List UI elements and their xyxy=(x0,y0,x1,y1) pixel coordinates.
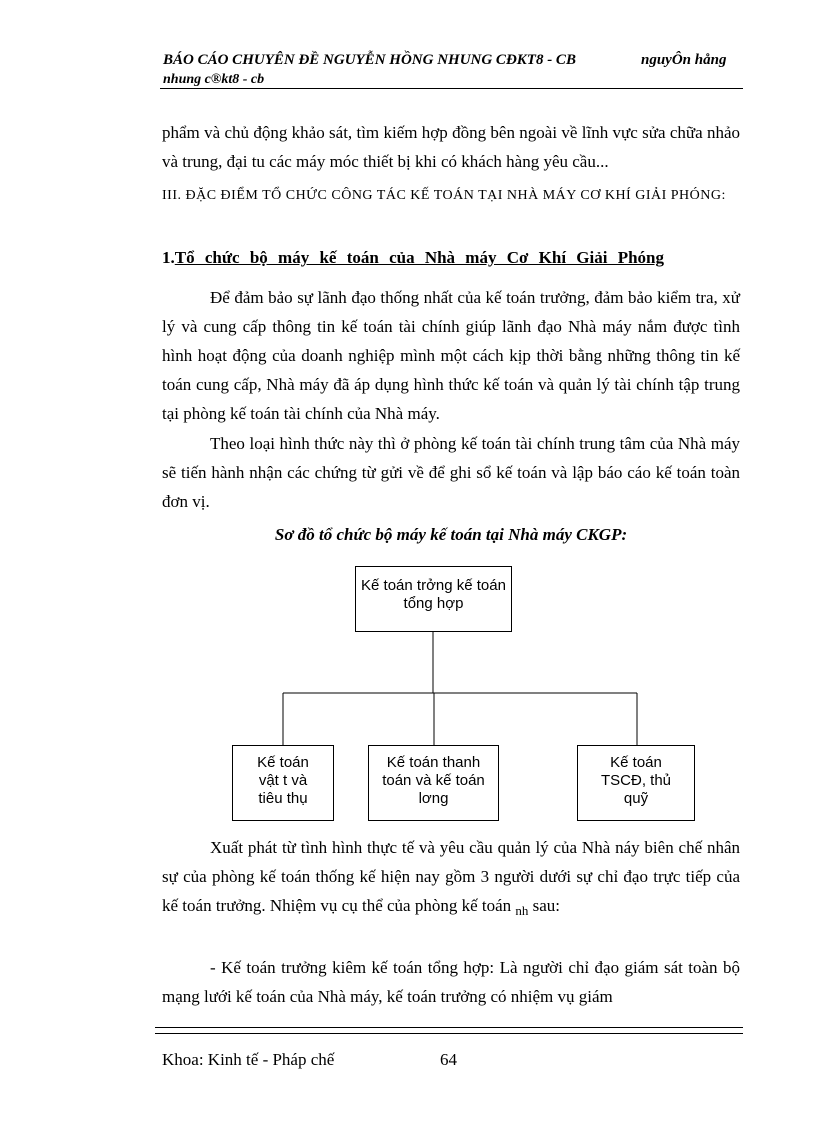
paragraph-3: Theo loại hình thức này thì ở phòng kế toán tài chính trung tâm của Nhà máy sẽ tiến hành nhận các chứng từ gửi về để ghi sổ kế toán và lập báo cáo kế toán toàn đơn vị. xyxy=(162,434,740,511)
paragraph-5: - Kế toán trưởng kiêm kế toán tổng hợp: Là người chỉ đạo giám sát toàn bộ mạng lưới kế toán của Nhà máy, kế toán trưởng có nhiệm vụ giám xyxy=(162,958,740,1006)
paragraph-1: phẩm và chủ động khảo sát, tìm kiếm hợp đồng bên ngoài về lĩnh vực sửa chữa nhảo và trung, đại tu các máy móc thiết bị khi có khách hàng yêu cầu... xyxy=(162,123,740,171)
footer-faculty: Khoa: Kinh tế - Pháp chế xyxy=(162,1050,335,1069)
org-chart-root xyxy=(355,566,512,632)
section-heading-3: III. ĐẶC ĐIỂM TỔ CHỨC CÔNG TÁC KẾ TOÁN TẠI NHÀ MÁY CƠ KHÍ GIẢI PHÓNG: xyxy=(162,188,726,203)
paragraph-4-end: sau: xyxy=(532,896,561,915)
header-title: BÁO CÁO CHUYÊN ĐỀ NGUYỄN HỒNG NHUNG CĐKT8 - CB xyxy=(163,52,576,68)
paragraph-4-text: Xuất phát từ tình hình thực tế và yêu cầu quản lý của Nhà náy biên chế nhân sự của phòng kế toán thống kế hiện nay gồm 3 người dưới sự chỉ đạo trực tiếp của kế toán trưởng. Nhiệm vụ cụ thể của phòng kế toán xyxy=(162,838,740,915)
footer-rule-bottom xyxy=(155,1033,743,1034)
header-author: nguyÔn hång xyxy=(641,52,727,68)
sub-heading-text: Tổ chức bộ máy kế toán của Nhà máy Cơ Khí Giải Phóng xyxy=(174,248,665,267)
footer-rule-top xyxy=(155,1027,743,1028)
header-line2: nhung c®kt8 - cb xyxy=(163,72,265,87)
page-number: 64 xyxy=(440,1050,457,1069)
sub-heading-number: 1. xyxy=(162,248,175,267)
org-chart-root-label: Kế toán trởng kế toán tổng hợp xyxy=(361,577,506,612)
org-chart-child-2-label: Kế toán thanh toán và kế toán lơng xyxy=(382,754,485,807)
paragraph-4-small: nh xyxy=(515,903,529,918)
org-chart-child-2 xyxy=(368,745,499,821)
org-chart-child-3 xyxy=(577,745,695,821)
org-chart-child-3-label: Kế toán TSCĐ, thủ quỹ xyxy=(600,754,672,807)
org-chart-child-1-label: Kế toán vật t và tiêu thụ xyxy=(257,754,309,807)
paragraph-4 xyxy=(162,833,740,925)
org-chart-child-1 xyxy=(232,745,334,821)
paragraph-2: Để đảm bảo sự lãnh đạo thống nhất của kế toán trưởng, đảm bảo kiểm tra, xử lý và cung cấp thông tin kế toán tài chính giúp lãnh đạo Nhà máy nắm được tình hình hoạt động của doanh nghiệp mình một cách kịp thời bằng những thông tin kế toán cung cấp, Nhà máy đã áp dụng hình thức kế toán và quản lý tài chính tập trung tại phòng kế toán tài chính của Nhà máy. xyxy=(162,288,740,423)
diagram-title: Sơ đồ tổ chức bộ máy kế toán tại Nhà máy CKGP: xyxy=(274,525,628,544)
